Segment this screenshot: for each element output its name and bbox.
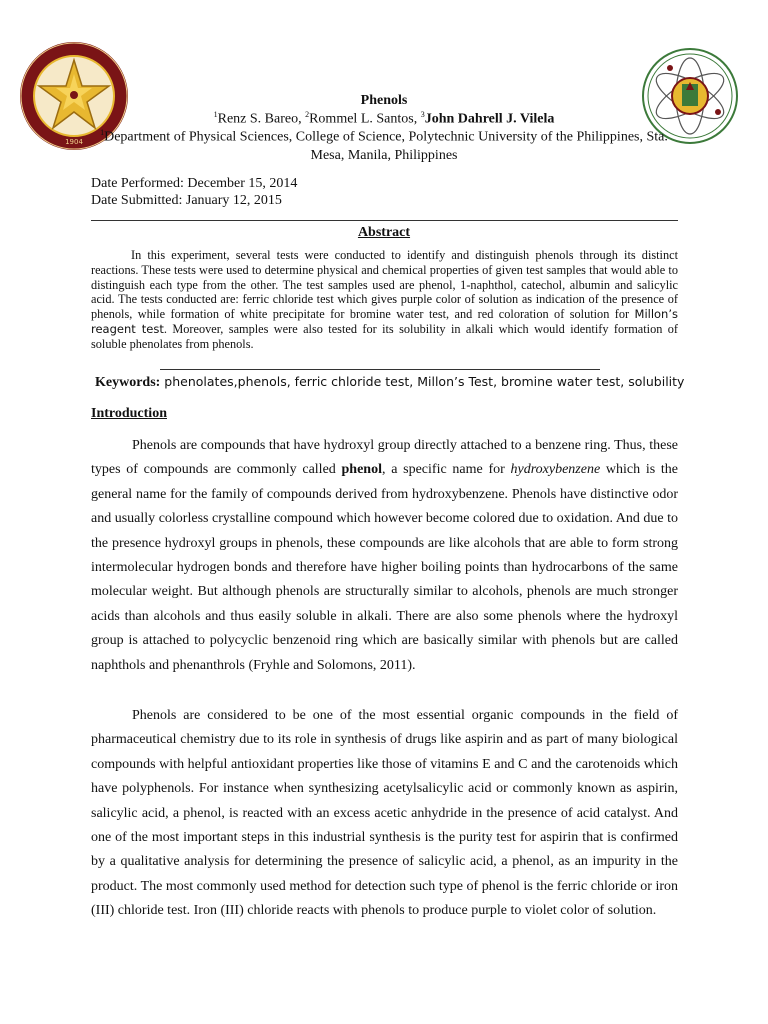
p1-part-c: which is the general name for the family of compounds derived from hydroxybenzene. Phenols have distinctive odor and usually colorless crystalline compound which however become colored due to oxidation. And due to the presence hydroxyl groups in phenols, these compounds are like alcohols that are able to form strong intermolecular hydrogen bonds and therefore have higher boiling points than hydrocarbons of the same molecular weight. But although phenols are structurally similar to alcohols, phenols are much stronger acids than alcohols and thus easily soluble in alkali. There are also some phenols where the hydroxyl group is attached to polycyclic benzenoid ring which are basically similar with phenols but are called naphthols and phenanthrols (Fryhle and Solomons, 2011). bbox=[91, 462, 679, 673]
author-3: John Dahrell J. Vilela bbox=[424, 111, 555, 127]
keywords-label: Keywords: bbox=[95, 375, 161, 390]
header-divider bbox=[91, 220, 678, 221]
p1-part-a: Phenols are compounds that have hydroxyl group directly attached to a benzene ring. Thus, these types of compounds are commonly called bbox=[91, 438, 678, 478]
abstract-part-2: . Moreover, samples were also tested for its solubility in alkali which would identify formation of soluble phenolates from phenols. bbox=[91, 321, 679, 351]
keywords-value: phenolates,phenols, ferric chloride test, Millon’s Test, bromine water test, solubility bbox=[160, 374, 685, 389]
p1-part-b: , a specific name for bbox=[381, 462, 511, 478]
p1-italic-hydroxybenzene: hydroxybenzene bbox=[510, 462, 601, 478]
author-1: Renz S. Bareo, bbox=[217, 111, 306, 127]
keywords bbox=[95, 374, 684, 391]
author-1-marker: 1 bbox=[213, 110, 218, 119]
dates-block bbox=[91, 175, 297, 209]
author-2-marker: 2 bbox=[305, 110, 310, 119]
author-2: Rommel L. Santos, bbox=[309, 111, 421, 127]
paper-title: Phenols bbox=[360, 93, 408, 108]
introduction-paragraph-2: Phenols are considered to be one of the most essential organic compounds in the field of pharmaceutical chemistry due to its role in synthesis of drugs like aspirin and as part of many biological compounds with helpful antioxidant properties like those of vitamins E and C and the carotenoids which have polyphenols. For instance when synthesizing acetylsalicylic acid or commonly known as aspirin, salicylic acid, a phenol, is reacted with an excess acetic anhydride in the presence of acid catalyst. And one of the most important steps in this industrial synthesis is the purity test for aspirin that is confirmed by a qualitative analysis for determining the presence of salicylic acid, a phenol, as an impurity in the product. The most commonly used method for detection such type of phenol is the ferric chloride or iron (III) chloride test. Iron (III) chloride reacts with phenols to produce purple to violet color of solution. bbox=[91, 708, 678, 919]
seal-year: 1904 bbox=[65, 138, 83, 146]
abstract-text bbox=[91, 248, 678, 352]
affiliation bbox=[90, 124, 678, 165]
affiliation-text: Department of Physical Sciences, College of Science, Polytechnic University of the Philippines, Sta. Mesa, Manila, Philippines bbox=[104, 129, 668, 163]
p1-bold-phenol: phenol bbox=[341, 462, 382, 478]
abstract-divider bbox=[160, 369, 600, 370]
date-submitted: Date Submitted: January 12, 2015 bbox=[91, 193, 282, 208]
date-performed: Date Performed: December 15, 2014 bbox=[91, 176, 298, 191]
abstract-part-1: In this experiment, several tests were conducted to identify and distinguish phenols through its distinct reactions. These tests were used to determine physical and chemical properties of given test samples that would able to distinguish each type from the other. The test samples used are phenol, 1-naphthol, catechol, albumin and salicylic acid. The tests conducted are: ferric chloride test which gives purple color of solution as indication of the presence of phenols, while formation of white precipitate for bromine water test, and red coloration of solution for bbox=[91, 248, 678, 322]
affiliation-marker: 1 bbox=[100, 128, 105, 137]
author-3-marker: 3 bbox=[420, 110, 425, 119]
abstract-heading: Abstract bbox=[357, 225, 411, 240]
abstract-millons-test: Millon’s reagent test bbox=[91, 307, 678, 336]
introduction-heading: Introduction bbox=[91, 406, 167, 421]
introduction-paragraph-1 bbox=[91, 434, 678, 678]
